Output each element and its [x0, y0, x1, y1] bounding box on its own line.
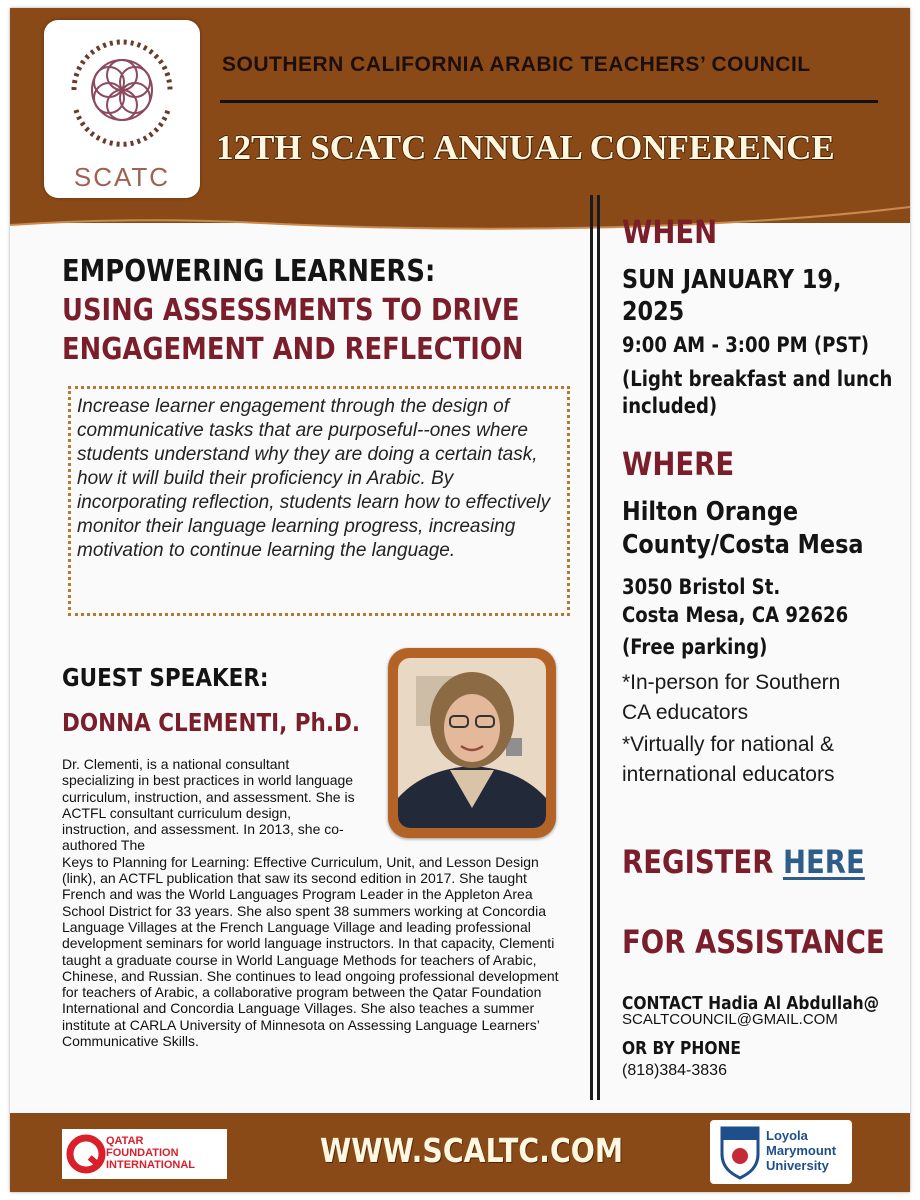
meal-note-line-1: (Light breakfast and lunch [622, 367, 893, 391]
register-label: REGISTER [622, 843, 774, 881]
header-rule [220, 100, 878, 103]
attendance-note-2-line-1: *Virtually for national & [622, 733, 835, 756]
attendance-note-1-line-2: CA educators [622, 701, 749, 724]
speaker-bio [62, 756, 572, 1049]
header-wave [10, 203, 910, 243]
qfi-mark-icon [64, 1129, 108, 1179]
council-title: SOUTHERN CALIFORNIA ARABIC TEACHERS’ COUNCIL [222, 53, 811, 76]
conference-title: 12TH SCATC ANNUAL CONFERENCE [216, 128, 835, 167]
venue-line-1: Hilton Orange [622, 497, 799, 527]
contact-line: CONTACT Hadia Al Abdullah@ [622, 993, 880, 1014]
event-date-line-2: 2025 [622, 297, 685, 327]
rosette-logo-icon [44, 20, 200, 160]
meal-note-line-2: included) [622, 394, 718, 418]
speaker-bio-intro: Dr. Clementi, is a national consultant specializing in best practices in world language curriculum, instruction, and assessment. She is ACTFL consultant curriculum design, instruction, and assessment. In 2013, she co-authored The [62, 756, 355, 854]
speaker-label: GUEST SPEAKER: [62, 663, 269, 692]
headline-line-2: USING ASSESSMENTS TO DRIVE [62, 293, 520, 328]
contact-email[interactable]: SCALTCOUNCIL@GMAIL.COM [622, 1011, 838, 1028]
qfi-text-line-2: FOUNDATION [106, 1147, 179, 1159]
footer-banner [10, 1113, 910, 1192]
register-row [622, 843, 865, 881]
lmu-logo [710, 1120, 852, 1184]
register-here-link[interactable]: HERE [782, 843, 865, 881]
qfi-text-line-1: QATAR [106, 1135, 144, 1147]
headline-line-1: EMPOWERING LEARNERS: [62, 254, 436, 289]
qfi-text-line-3: INTERNATIONAL [106, 1159, 196, 1171]
lmu-crest-icon [718, 1124, 762, 1180]
speaker-bio-rest: Keys to Planning for Learning: Effective Curriculum, Unit, and Lesson Design (link), an ACTFL publication that saw its second edition in 2017. She taught French and was the World Languages Program Leader in the Appleton Area School District for 33 years. She also spent 38 summers working at Concordia Language Villages at the French Language Village and leading professional development seminars for world language instructors. In that capacity, Clementi taught a graduate course in World Language Methods for teachers of Arabic, Chinese, and Russian. She continues to lead ongoing professional development for teachers of Arabic, a collaborative program between the Qatar Foundation International and Concordia Language Villages. She also teaches a summer institute at CARLA University of Minnesota on Assessing Language Learners’ Communicative Skills. [62, 853, 559, 1050]
event-time: 9:00 AM - 3:00 PM (PST) [622, 333, 870, 357]
scatc-logo [44, 20, 200, 198]
address-line-1: 3050 Bristol St. [622, 575, 781, 599]
logo-text: SCATC [73, 162, 171, 192]
headline-line-3: ENGAGEMENT AND REFLECTION [62, 332, 524, 367]
lmu-text-line-2: Marymount [766, 1143, 837, 1158]
website-url[interactable]: WWW.SCALTC.COM [320, 1131, 624, 1170]
where-heading: WHERE [622, 445, 735, 483]
assistance-heading: FOR ASSISTANCE [622, 923, 885, 961]
contact-phone: (818)384-3836 [622, 1062, 727, 1079]
address-line-2: Costa Mesa, CA 92626 [622, 603, 849, 627]
event-date-line-1: SUN JANUARY 19, [622, 265, 842, 295]
when-heading: WHEN [622, 213, 718, 251]
session-summary: Increase learner engagement through the design of communicative tasks that are purposeful--ones where students understand why they are doing a certain task, how it will build their proficiency in Arabic. By incorporating reflection, students learn how to effectively monitor their language learning progress, increasing motivation to continue learning the language. [68, 386, 570, 616]
lmu-text-line-3: University [766, 1158, 829, 1173]
venue-line-2: County/Costa Mesa [622, 530, 864, 560]
lmu-text-line-1: Loyola [766, 1128, 808, 1143]
qatar-foundation-logo [62, 1129, 227, 1179]
speaker-name: DONNA CLEMENTI, Ph.D. [62, 708, 361, 737]
flyer-page [10, 8, 910, 1192]
parking-note: (Free parking) [622, 635, 768, 659]
session-headline [62, 252, 578, 369]
phone-label: OR BY PHONE [622, 1038, 742, 1059]
attendance-note-1-line-1: *In-person for Southern [622, 671, 841, 694]
attendance-note-2-line-2: international educators [622, 763, 835, 786]
column-divider [590, 195, 600, 1100]
